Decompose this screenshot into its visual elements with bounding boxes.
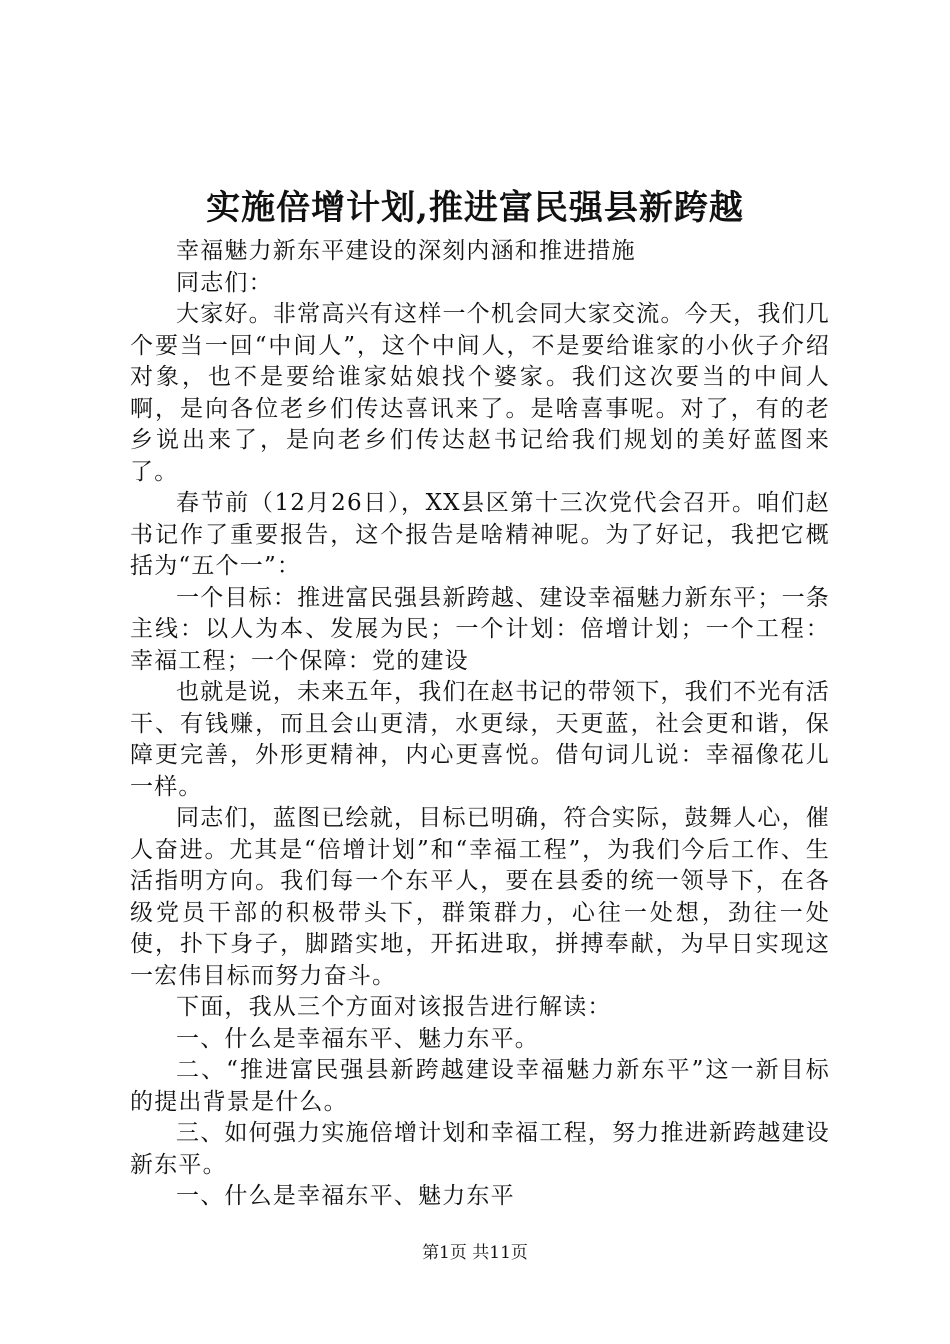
body-paragraph: 下面，我从三个方面对该报告进行解读： <box>176 994 612 1020</box>
body-paragraph: 春节前（12月26日），XX县区第十三次党代会召开。咱们赵书记作了重要报告，这个报告是啥精神呢。为了好记，我把它概括为“五个一”： <box>130 490 830 579</box>
outline-item: 一、什么是幸福东平、魅力东平。 <box>176 1025 539 1052</box>
subtitle-paragraph: 幸福魅力新东平建设的深刻内涵和推进措施 <box>176 238 636 264</box>
body-paragraph: 大家好。非常高兴有这样一个机会同大家交流。今天，我们几个要当一回“中间人”，这个中间人，不是要给谁家的小伙子介绍对象，也不是要给谁家姑娘找个婆家。我们这次要当的中间人啊，是向各位老乡们传达喜讯来了。是啥喜事呢。对了，有的老乡说出来了，是向老乡们传达赵书记给我们规划的美好蓝图来了。 <box>130 301 830 485</box>
outline-item: 二、“推进富民强县新跨越建设幸福魅力新东平”这一新目标的提出背景是什么。 <box>130 1057 830 1115</box>
document-body <box>130 236 830 1213</box>
body-paragraph: 也就是说，未来五年，我们在赵书记的带领下，我们不光有活干、有钱赚，而且会山更清，水更绿，天更蓝，社会更和谐，保障更完善，外形更精神，内心更喜悦。借句词儿说：幸福像花儿一样。 <box>130 679 830 800</box>
body-paragraph: 同志们，蓝图已绘就，目标已明确，符合实际，鼓舞人心，催人奋进。尤其是“倍增计划”和“幸福工程”，为我们今后工作、生活指明方向。我们每一个东平人，要在县委的统一领导下，在各级党员干部的积极带头下，群策群力，心往一处想，劲往一处使，扑下身子，脚踏实地，开拓进取，拼搏奉献，为早日实现这一宏伟目标而努力奋斗。 <box>130 805 830 989</box>
body-paragraph: 一个目标：推进富民强县新跨越、建设幸福魅力新东平；一条主线：以人为本、发展为民；一个计划：倍增计划；一个工程：幸福工程；一个保障：党的建设 <box>130 584 830 674</box>
page-number-footer: 第1页 共11页 <box>422 1243 528 1263</box>
section-heading: 一、什么是幸福东平、魅力东平 <box>176 1183 515 1209</box>
document-title: 实施倍增计划,推进富民强县新跨越 <box>206 188 744 228</box>
salutation-paragraph: 同志们： <box>176 269 273 296</box>
outline-item: 三、如何强力实施倍增计划和幸福工程，努力推进新跨越建设新东平。 <box>130 1120 830 1178</box>
